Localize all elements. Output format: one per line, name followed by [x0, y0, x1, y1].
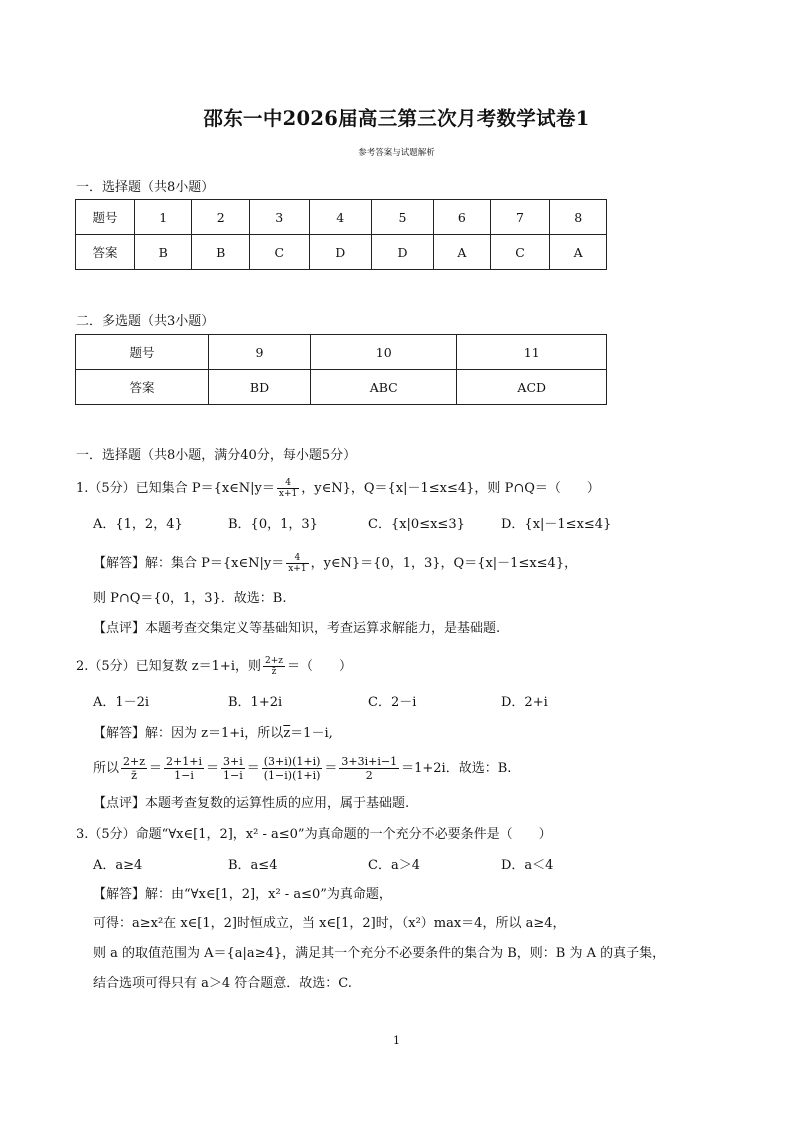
fraction-denominator: x+1 — [288, 564, 307, 574]
q1-solution-line-1 — [93, 553, 577, 574]
q1-stem-prefix: 1.（5分）已知集合 — [76, 481, 188, 496]
table-header-cell: 题号 — [76, 335, 209, 370]
table-cell: D — [309, 235, 371, 270]
q1-solution-suffix: ，y∈N}＝{0，1，3}，Q＝{x|－1≤x≤4}， — [310, 556, 578, 571]
fraction-numerator: 3+i — [223, 755, 243, 768]
q1-fraction — [277, 478, 299, 499]
q1-set-def: P＝{x∈N|y＝ — [191, 481, 275, 496]
q3-solution-line-2: 可得：a≥x²在 x∈[1，2]时恒成立，当 x∈[1，2]时，（x²）max＝4，所以 a≥4， — [93, 916, 566, 931]
fraction-numerator: 2+z — [264, 656, 283, 666]
fraction-numerator: 3+3i+i−1 — [341, 755, 398, 768]
q2-result: ＝1+2i．故选：B. — [401, 761, 512, 776]
q2-frac-1 — [121, 755, 147, 782]
question-2-stem — [76, 656, 352, 677]
section-heading-solutions: 一．选择题（共8小题，满分40分，每小题5分） — [76, 448, 357, 463]
table-cell: 3 — [249, 200, 309, 235]
q2-frac-2 — [164, 755, 204, 782]
q1-option-c: C．{x|0≤x≤3} — [368, 517, 465, 532]
table-header-cell: 题号 — [76, 200, 135, 235]
q2-stem-prefix: 2.（5分）已知复数 z＝1+i，则 — [76, 659, 261, 674]
fraction-numerator: (3+i)(1+i) — [263, 755, 321, 768]
table-cell: 1 — [135, 200, 192, 235]
q1-option-b: B．{0，1，3} — [228, 517, 318, 532]
q1-stem-suffix: ，y∈N}，Q＝{x|－1≤x≤4}，则 P∩Q＝（ ） — [301, 481, 600, 496]
fraction-denominator: z̄ — [131, 769, 137, 782]
table-cell: 5 — [371, 200, 433, 235]
table-cell: B — [135, 235, 192, 270]
section-heading-single-choice: 一．选择题（共8小题） — [76, 180, 215, 195]
fraction-denominator: 2 — [365, 769, 373, 782]
q2-frac-5 — [339, 755, 399, 782]
table-cell: ACD — [457, 370, 607, 405]
question-3-stem: 3.（5分）命题“∀x∈[1，2]，x² - a≤0”为真命题的一个充分不必要条件是（ ） — [76, 827, 552, 842]
q3-option-b: B．a≤4 — [228, 858, 278, 873]
q2-option-b: B．1+2i — [228, 695, 283, 710]
table-cell: A — [550, 235, 607, 270]
table-cell: ABC — [311, 370, 457, 405]
answer-table-single-choice — [75, 199, 607, 270]
fraction-denominator: (1−i)(1+i) — [263, 769, 321, 782]
fraction-numerator: 4 — [277, 478, 299, 489]
q1-solution-fraction — [286, 553, 308, 574]
table-row — [76, 370, 607, 405]
q2-option-c: C．2－i — [368, 695, 417, 710]
q2-so-label: 所以 — [93, 761, 120, 776]
q2-fraction — [263, 656, 285, 677]
fraction-denominator: 1−i — [223, 769, 243, 782]
q3-option-c: C．a＞4 — [368, 858, 420, 873]
q3-solution-line-1: 【解答】解：由“∀x∈[1，2]，x² - a≤0”为真命题， — [93, 887, 392, 902]
q3-option-d: D．a＜4 — [501, 858, 554, 873]
q2-option-a: A．1－2i — [93, 695, 150, 710]
table-row — [76, 335, 607, 370]
table-cell: 11 — [457, 335, 607, 370]
table-cell: 9 — [209, 335, 311, 370]
table-row — [76, 235, 607, 270]
table-cell: 2 — [192, 200, 249, 235]
table-cell: C — [249, 235, 309, 270]
q2-comment: 【点评】本题考查复数的运算性质的应用，属于基础题. — [93, 796, 410, 811]
table-cell: 6 — [434, 200, 491, 235]
q2-solution-suffix: ＝1－i, — [290, 726, 333, 741]
q1-option-a: A．{1，2，4} — [93, 517, 183, 532]
fraction-denominator: x+1 — [278, 489, 298, 499]
q2-solution-line-2: 所以 $\frac{2+z}{z̄}$ ＝ $\frac{2+1+i}{1-i}$ ＝ $\frac{3+i}{1-i}$ ＝ $\frac{(3+i)(1+i)}{(1-i)(1+i)}$ ＝ $\frac{3+3i+i-1}{2}$ ＝1+2i．故选：B. — [93, 755, 512, 782]
table-header-cell: 答案 — [76, 235, 135, 270]
q2-solution-prefix: 【解答】解：因为 z＝1+i，所以 — [93, 726, 284, 741]
table-cell: A — [434, 235, 491, 270]
q2-frac-4 — [262, 755, 323, 782]
q2-conjugate-z: $\overline{z}$ — [283, 726, 291, 741]
table-cell: 4 — [309, 200, 371, 235]
q3-solution-line-4: 结合选项可得只有 a＞4 符合题意．故选：C. — [93, 976, 352, 991]
table-cell: 7 — [490, 200, 550, 235]
fraction-denominator: 1−i — [174, 769, 194, 782]
q3-solution-line-3: 则 a 的取值范围为 A＝{a|a≥4}，满足其一个充分不必要条件的集合为 B，则：B 为 A 的真子集， — [93, 946, 666, 961]
section-heading-multi-choice: 二．多选题（共3小题） — [76, 314, 215, 329]
q1-comment: 【点评】本题考查交集定义等基础知识，考查运算求解能力，是基础题. — [93, 621, 501, 636]
table-header-cell: 答案 — [76, 370, 209, 405]
question-1-stem — [76, 478, 600, 499]
q1-solution-prefix: 【解答】解：集合 P＝{x∈N|y＝ — [93, 556, 285, 571]
fraction-numerator: 2+z — [123, 755, 146, 768]
table-cell: B — [192, 235, 249, 270]
q2-solution-line-1 — [93, 727, 333, 740]
fraction-numerator: 4 — [286, 553, 308, 564]
table-cell: C — [490, 235, 550, 270]
fraction-numerator: 2+1+i — [166, 755, 202, 768]
page-number: 1 — [393, 1034, 400, 1047]
q2-stem-suffix: ＝（ ） — [287, 659, 353, 674]
table-cell: 10 — [311, 335, 457, 370]
table-cell: BD — [209, 370, 311, 405]
q1-solution-line-2: 则 P∩Q＝{0，1，3}．故选：B. — [93, 591, 287, 606]
fraction-denominator: z̄ — [271, 667, 277, 677]
q3-option-a: A．a≥4 — [93, 858, 143, 873]
table-cell: 8 — [550, 200, 607, 235]
page-title: 邵东一中2026届高三第三次月考数学试卷1 — [203, 107, 590, 130]
page-subtitle: 参考答案与试题解析 — [358, 148, 435, 158]
table-row — [76, 200, 607, 235]
q1-option-d: D．{x|－1≤x≤4} — [501, 517, 612, 532]
answer-table-multi-choice — [75, 334, 607, 405]
q2-frac-3 — [221, 755, 245, 782]
table-cell: D — [371, 235, 433, 270]
q2-option-d: D．2+i — [501, 695, 548, 710]
